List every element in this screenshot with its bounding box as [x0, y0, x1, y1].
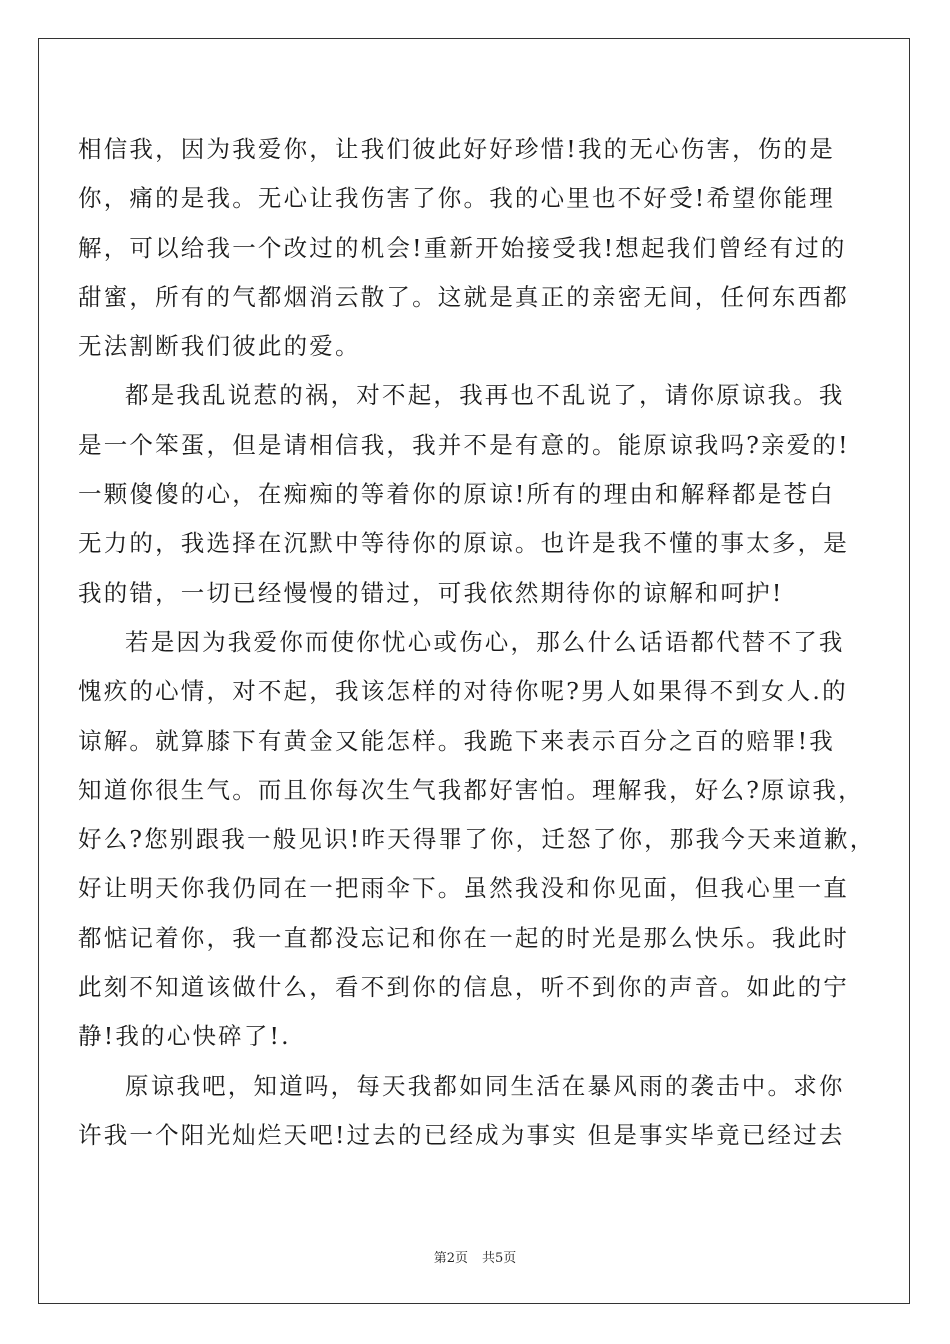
- paragraph: [78, 1062, 858, 1161]
- text-line: 一颗傻傻的心，在痴痴的等着你的原谅!所有的理由和解释都是苍白: [78, 480, 835, 509]
- text-line: 谅解。就算膝下有黄金又能怎样。我跪下来表示百分之百的赔罪!我: [78, 726, 835, 755]
- text-line: 无力的，我选择在沉默中等待你的原谅。也许是我不懂的事太多，是: [78, 529, 849, 558]
- page-number: 第2页: [433, 1251, 468, 1266]
- text-line: 你，痛的是我。无心让我伤害了你。我的心里也不好受!希望你能理: [78, 184, 835, 213]
- text-line: 好么?您别跟我一般见识!昨天得罪了你，迁怒了你，那我今天来道歉，: [78, 825, 876, 854]
- paragraph: [78, 618, 876, 1062]
- text-line: 原谅我吧，知道吗，每天我都如同生活在暴风雨的袭击中。求你: [125, 1071, 845, 1100]
- text-line: 甜蜜，所有的气都烟消云散了。这就是真正的亲密无间，任何东西都: [78, 282, 849, 311]
- paragraph: [78, 371, 858, 617]
- page-total: 共5页: [482, 1251, 517, 1266]
- text-line: 好让明天你我仍同在一把雨伞下。虽然我没和你见面，但我心里一直: [78, 874, 849, 903]
- text-line: 都惦记着你，我一直都没忘记和你在一起的时光是那么快乐。我此时: [78, 923, 849, 952]
- paragraph: [78, 125, 858, 371]
- text-line: 解，可以给我一个改过的机会!重新开始接受我!想起我们曾经有过的: [78, 233, 847, 262]
- text-line: 许我一个阳光灿烂天吧!过去的已经成为事实 但是事实毕竟已经过去: [78, 1120, 845, 1149]
- text-line: 静!我的心快碎了!.: [78, 1022, 291, 1051]
- text-line: 无法割断我们彼此的爱。: [78, 332, 361, 361]
- text-line: 是一个笨蛋，但是请相信我，我并不是有意的。能原谅我吗?亲爱的!: [78, 430, 850, 459]
- text-line: 我的错，一切已经慢慢的错过，可我依然期待你的谅解和呵护!: [78, 578, 784, 607]
- page-footer: [0, 1247, 950, 1266]
- text-line: 若是因为我爱你而使你忧心或伤心，那么什么话语都代替不了我: [125, 627, 845, 656]
- text-line: 知道你很生气。而且你每次生气我都好害怕。理解我，好么?原谅我，: [78, 775, 864, 804]
- text-line: 此刻不知道该做什么，看不到你的信息，听不到你的声音。如此的宁: [78, 973, 849, 1002]
- text-line: 愧疚的心情，对不起，我该怎样的对待你呢?男人如果得不到女人.的: [78, 677, 848, 706]
- text-line: 都是我乱说惹的祸，对不起，我再也不乱说了，请你原谅我。我: [125, 381, 845, 410]
- text-line: 相信我，因为我爱你，让我们彼此好好珍惜!我的无心伤害，伤的是: [78, 135, 835, 163]
- document-body: [78, 125, 876, 1160]
